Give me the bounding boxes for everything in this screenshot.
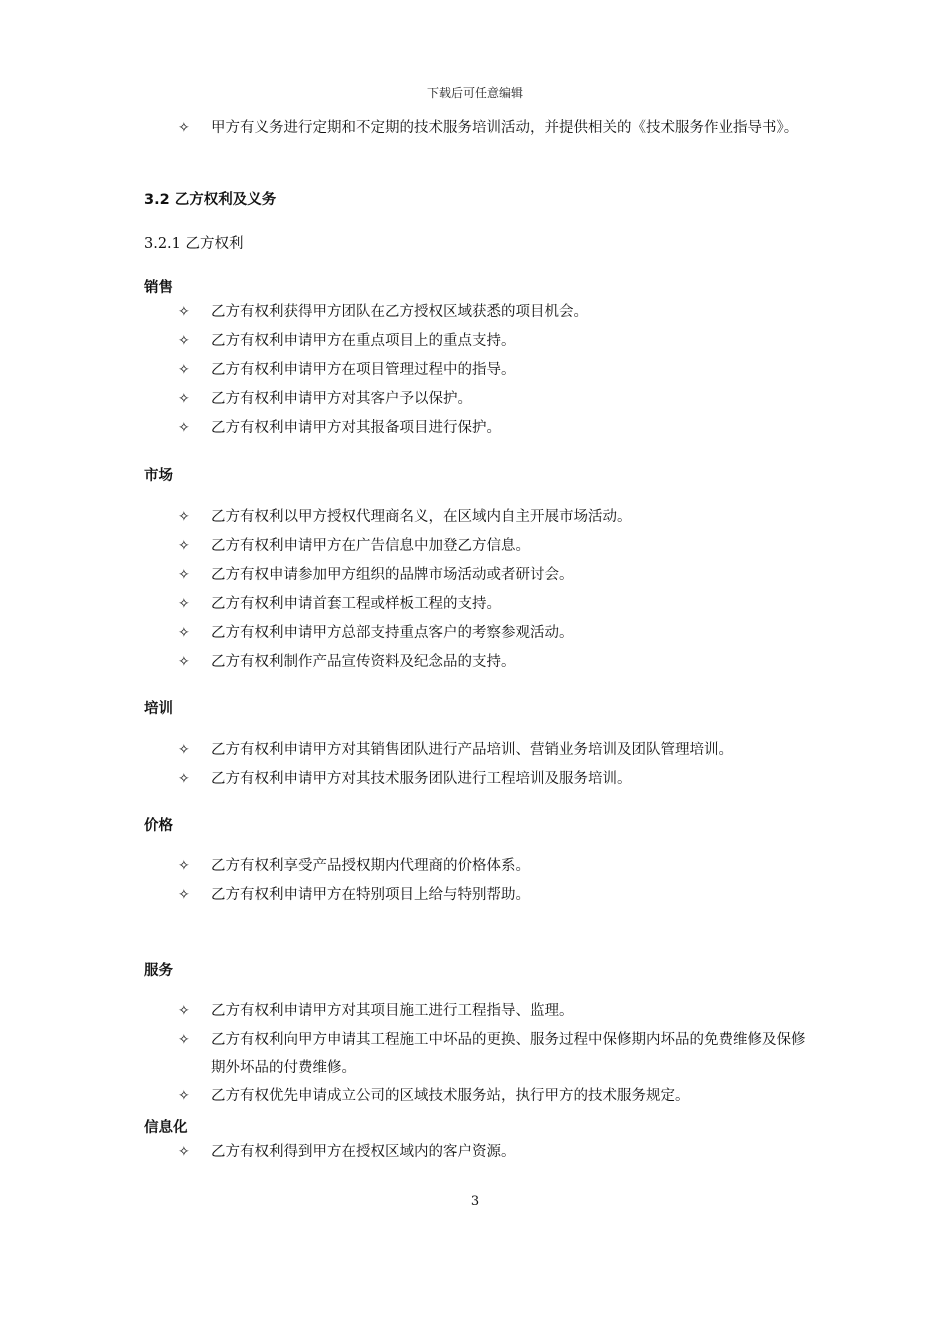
group-heading-training: 培训 — [144, 701, 173, 717]
list-item-text: 乙方有权利获得甲方团队在乙方授权区域获悉的项目机会。 — [211, 304, 588, 320]
list-item — [178, 532, 818, 560]
list-item-text: 乙方有权利向甲方申请其工程施工中坏品的更换、服务过程中保修期内坏品的免费维修及保修期外坏品的付费维修。 — [211, 1032, 806, 1076]
list-item-text: 乙方有权利申请甲方在项目管理过程中的指导。 — [211, 362, 516, 378]
group-heading-service: 服务 — [144, 963, 173, 979]
list-item — [178, 881, 818, 909]
list-item — [178, 385, 818, 413]
list-item-text: 乙方有权利得到甲方在授权区域内的客户资源。 — [211, 1144, 516, 1160]
diamond-bullet-icon: ✧ — [178, 1032, 190, 1048]
list-item-text: 乙方有权利申请甲方对其客户予以保护。 — [211, 391, 472, 407]
list-item-text: 乙方有权利以甲方授权代理商名义，在区域内自主开展市场活动。 — [211, 509, 632, 525]
list-item-text: 乙方有权利申请首套工程或样板工程的支持。 — [211, 596, 501, 612]
list-item-text: 乙方有权利申请甲方对其技术服务团队进行工程培训及服务培训。 — [211, 771, 632, 787]
list-item — [178, 1026, 818, 1082]
list-item-text: 乙方有权利申请甲方在广告信息中加登乙方信息。 — [211, 538, 530, 554]
list-item-text: 乙方有权利申请甲方总部支持重点客户的考察参观活动。 — [211, 625, 574, 641]
diamond-bullet-icon: ✧ — [178, 1088, 190, 1104]
list-item — [178, 736, 818, 764]
list-item — [178, 765, 818, 793]
list-item-text: 甲方有义务进行定期和不定期的技术服务培训活动，并提供相关的《技术服务作业指导书》。 — [211, 120, 799, 136]
diamond-bullet-icon: ✧ — [178, 771, 190, 787]
diamond-bullet-icon: ✧ — [178, 420, 190, 436]
subsection-title: 3.2.1 乙方权利 — [144, 236, 244, 252]
page-number: 3 — [470, 1194, 480, 1209]
page-header: 下载后可任意编辑 — [426, 86, 523, 100]
list-item — [178, 1082, 818, 1110]
list-item-text: 乙方有权利申请甲方对其销售团队进行产品培训、营销业务培训及团队管理培训。 — [211, 742, 733, 758]
list-item — [178, 414, 818, 442]
list-item-text: 乙方有权利制作产品宣传资料及纪念品的支持。 — [211, 654, 516, 670]
list-item — [178, 327, 818, 355]
diamond-bullet-icon: ✧ — [178, 1003, 190, 1019]
diamond-bullet-icon: ✧ — [178, 304, 190, 320]
diamond-bullet-icon: ✧ — [178, 567, 190, 583]
list-item — [178, 503, 818, 531]
list-item — [178, 648, 818, 676]
group-heading-market: 市场 — [144, 468, 173, 484]
diamond-bullet-icon: ✧ — [178, 625, 190, 641]
list-item — [178, 356, 818, 384]
diamond-bullet-icon: ✧ — [178, 509, 190, 525]
list-item — [178, 114, 818, 142]
list-item-text: 乙方有权利申请甲方在重点项目上的重点支持。 — [211, 333, 516, 349]
list-item — [178, 1138, 818, 1166]
group-heading-informatization: 信息化 — [144, 1120, 188, 1136]
diamond-bullet-icon: ✧ — [178, 1144, 190, 1160]
diamond-bullet-icon: ✧ — [178, 120, 190, 136]
diamond-bullet-icon: ✧ — [178, 858, 190, 874]
diamond-bullet-icon: ✧ — [178, 538, 190, 554]
list-item-text: 乙方有权申请参加甲方组织的品牌市场活动或者研讨会。 — [211, 567, 574, 583]
list-item-text: 乙方有权利申请甲方对其项目施工进行工程指导、监理。 — [211, 1003, 574, 1019]
diamond-bullet-icon: ✧ — [178, 333, 190, 349]
list-item-text: 乙方有权利申请甲方在特别项目上给与特别帮助。 — [211, 887, 530, 903]
list-item — [178, 997, 818, 1025]
list-item — [178, 852, 818, 880]
list-item — [178, 590, 818, 618]
diamond-bullet-icon: ✧ — [178, 362, 190, 378]
list-item-text: 乙方有权利申请甲方对其报备项目进行保护。 — [211, 420, 501, 436]
section-title: 3.2 乙方权利及义务 — [144, 192, 277, 208]
group-heading-price: 价格 — [144, 818, 173, 834]
diamond-bullet-icon: ✧ — [178, 391, 190, 407]
list-item-text: 乙方有权优先申请成立公司的区域技术服务站，执行甲方的技术服务规定。 — [211, 1088, 690, 1104]
diamond-bullet-icon: ✧ — [178, 654, 190, 670]
diamond-bullet-icon: ✧ — [178, 596, 190, 612]
list-item — [178, 619, 818, 647]
group-heading-sales: 销售 — [144, 280, 173, 296]
list-item-text: 乙方有权利享受产品授权期内代理商的价格体系。 — [211, 858, 530, 874]
list-item — [178, 298, 818, 326]
diamond-bullet-icon: ✧ — [178, 742, 190, 758]
list-item — [178, 561, 818, 589]
diamond-bullet-icon: ✧ — [178, 887, 190, 903]
